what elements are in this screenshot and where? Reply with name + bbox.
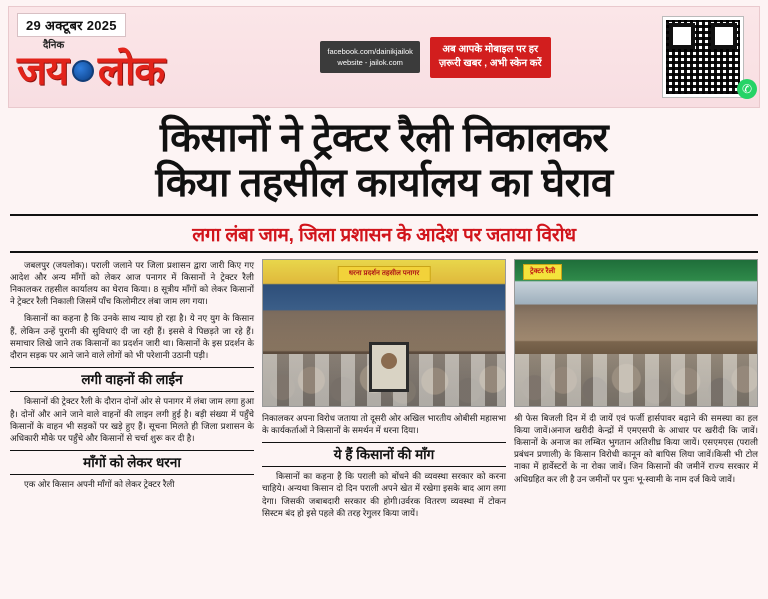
brand-subtitle: दैनिक	[43, 40, 65, 51]
column-three	[514, 259, 758, 559]
masthead	[8, 6, 760, 108]
brand-title	[17, 51, 220, 91]
column-two-para-1: किसानों का कहना है कि पराली को बोंधने की व्यवस्था सरकार को करना चाहिये। अन्यथा किसान दो दिन पराली अपने खेत में रखेगा इसके बाद आग लगा देगा। जिसकी जबाबदारी सरकार की होगी।उर्वरक वितरण व्यवस्था में टोकन सिस्टम बंद हो इसे पहले की तरह रेगुलर किया जायें।	[262, 471, 506, 518]
scan-promo-box	[430, 37, 551, 78]
qr-code-icon[interactable]	[663, 17, 743, 97]
column-one-para-2: किसानों का कहना है कि उनके साथ न्याय हो रहा है। ये नए युग के किसान हैं, लेकिन उन्हें पुरानी की सुविधाएं दी जा रही हैं। इससे वे पिछड़ते जा रहे हैं। समाचार लिखे जाने तक किसानों का प्रदर्शन जारी था। किसानों के इस प्रदर्शन के दौरान सड़क पर आने जाने वाले लोगों को भी परेशानी उठानी पड़ी।	[10, 313, 254, 361]
column-one-para-4: एक ओर किसान अपनी मॉंगों को लेकर ट्रेक्टर रैली	[24, 479, 175, 490]
column-one-section-title-1: लगी वाहनों की लाईन	[10, 367, 254, 392]
photo-foreground-area-2	[515, 354, 757, 406]
headline-line-2: किया तहसील कार्यालय का घेराव	[155, 160, 613, 205]
page-headline	[8, 114, 760, 206]
globe-icon	[72, 60, 94, 82]
brand-logo	[17, 41, 220, 91]
column-three-para-1: श्री फेस बिजली दिन में दी जायें एवं फर्जी हार्सपावर बढ़ाने की समस्या का हल किया जावें।अनाज खरीदी केन्द्रों में एमएसपी के आधार पर खरीदी कि जावें।किसानों के अनाज का लम्बित भुगतान अतिशीघ्र किया जायें। एसएमएस (पराली प्रबंधन प्रणाली) के किसान विरोधी कानून को बापिस लिया जावें।किसी भी टोल नाका में हार्वेस्टरों के ना रोका जावें। जिन किसानों की जमीनें राज्य सरकार में अधिग्रहित कर ली है उन जमीनों पर पुनः भू-स्वामी के नाम दर्ज किये जावें।	[514, 412, 758, 484]
photo-banner-text-2: ट्रेक्टर रैली	[523, 264, 562, 280]
brand-title-left: जय	[17, 49, 68, 93]
divider-bottom	[10, 251, 758, 253]
facebook-link[interactable]: facebook.com/dainikjailok	[327, 46, 413, 56]
scan-promo-line1: अब आपके मोबाइल पर हर	[442, 43, 539, 55]
publication-date: 29 अक्टूबर 2025	[17, 13, 126, 37]
masthead-center	[224, 7, 647, 107]
headline-subhead: लगा लंबा जाम, जिला प्रशासन के आदेश पर जताया विरोध	[192, 224, 576, 246]
website-link[interactable]: website - jailok.com	[337, 58, 403, 67]
brand-title-right: लोक	[97, 49, 165, 93]
column-one-section-title-2: मॉंगों को लेकर धरना	[10, 450, 254, 475]
scan-promo-line2: ज़रूरी खबर , अभी स्केन करें	[438, 58, 542, 69]
column-one-para-3: किसानों की ट्रेक्टर रैली के दौरान दोनों ओर से पनागर में लंबा जाम लगा हुआ है। दोनों और आने जाने वाले वाहनों की लाइन लगी हुई है। बड़ी संख्या में पहुँचे किसानों के वाहन भी सड़कों पर खड़े हुए हैं। सूचना मिलते ही जिला प्रशासन के अधिकारी मौके पर पहुँचे और किसानों से चर्चा शुरू कर दी है।	[10, 396, 254, 443]
column-two-caption: निकालकर अपना विरोध जताया तो दूसरी ओर अखिल भारतीय ओबीसी महासभा के कार्यकर्ताओं ने किसानों के समर्थन में धरना दिया।	[262, 412, 506, 435]
photo-portrait-frame	[369, 342, 409, 392]
photo-protest-tehsil	[262, 259, 506, 407]
column-one-para-1: जबलपुर (जयलोक)। पराली जलाने पर जिला प्रशासन द्वारा जारी किए गए आदेश और अन्य मॉंगों को लेकर आज पनागर में किसानों ने ट्रेक्टर रैली निकालकर तहसील कार्यालय का घेराव किया। 8 सूत्रीय मॉंगों को लेकर किसानों ने ट्रेक्टर रैली निकाली जिसमें पॉंच किलोमीटर लंबा जाम लग गया।	[10, 259, 254, 307]
photo-tractor-rally	[514, 259, 758, 407]
masthead-left	[9, 7, 224, 107]
article-columns	[8, 259, 760, 559]
column-one	[10, 259, 254, 559]
column-two	[262, 259, 506, 559]
whatsapp-icon[interactable]: ✆	[737, 79, 757, 99]
photo-banner-text: धरना प्रदर्शन तहसील पनागर	[338, 266, 431, 282]
social-links-box[interactable]	[320, 41, 419, 74]
masthead-right	[647, 7, 759, 107]
column-two-section-title: ये हैं किसानों की मॉंग	[262, 442, 506, 467]
headline-line-1: किसानों ने ट्रेक्टर रैली निकालकर	[159, 116, 609, 160]
